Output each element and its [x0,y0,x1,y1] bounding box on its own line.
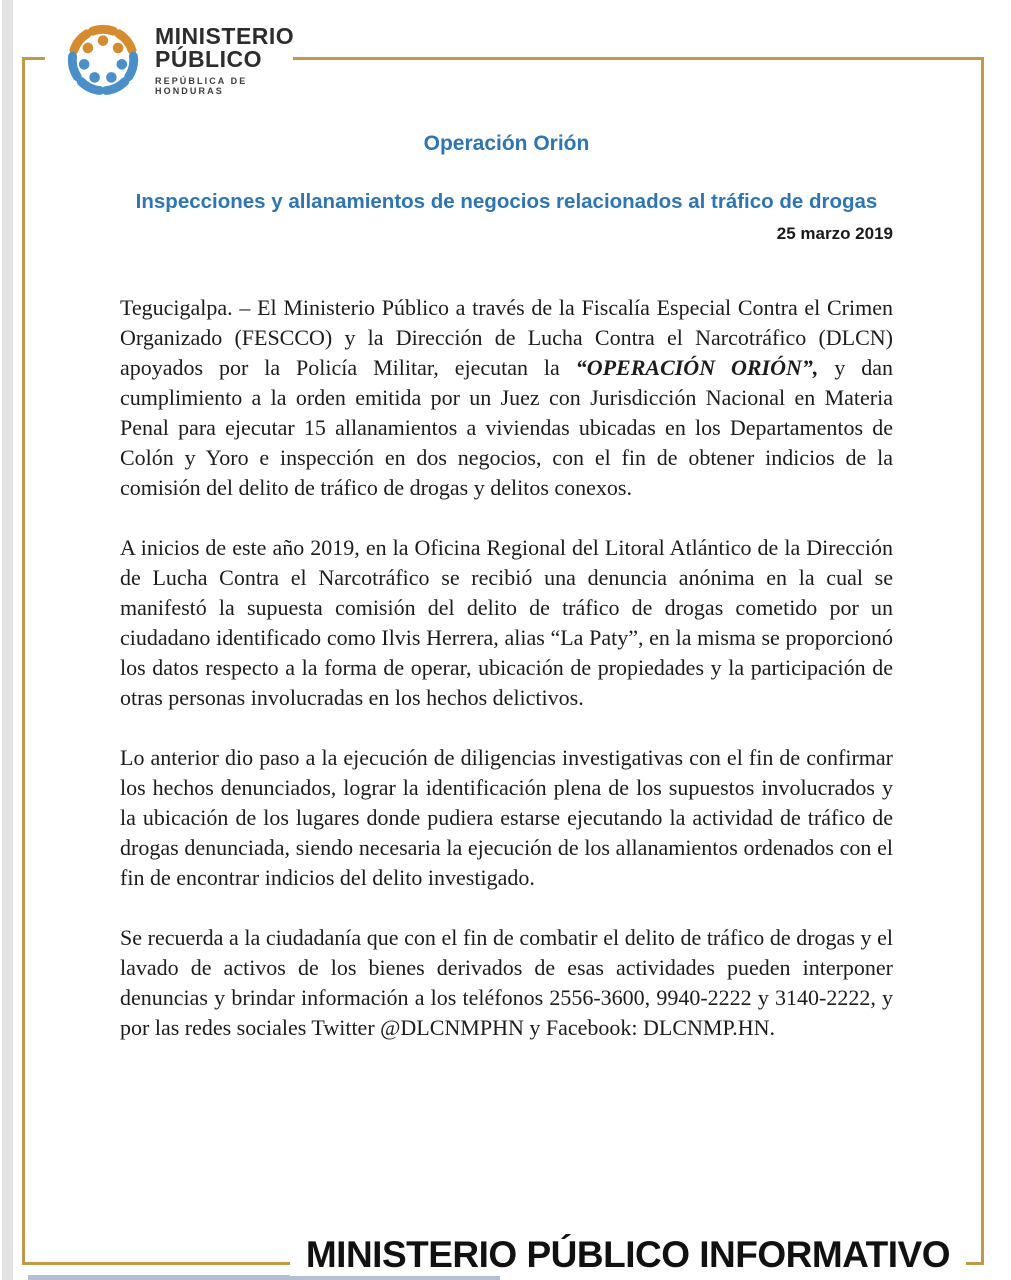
paragraph-4: Se recuerda a la ciudadanía que con el fin de combatir el delito de tráfico de drogas y el lavado de activos de los bienes derivados de esas actividades pueden interponer denuncias y brindar información a los teléfonos 2556-3600, 9940-2222 y 3140-2222, y por las redes sociales Twitter @DLCNMPHN y Facebook: DLCNMP.HN. [120,925,893,1040]
logo-wordmark [155,22,295,96]
document-subtitle: Inspecciones y allanamientos de negocios relacionados al tráfico de drogas [135,190,878,213]
document-body [120,293,893,1043]
document-title: Operación Orión [423,132,590,155]
document-content [120,0,893,1073]
paragraph-1-text-continued: y dan cumplimiento a la orden emitida por un Juez con Jurisdicción Nacional en Materia Penal para ejecutar 15 allanamientos a viviendas ubicadas en los Departamentos de Colón y Yoro e inspección en dos negocios, con el fin de obtener indicios de la comisión del delito de tráfico de drogas y delitos conexos. [120,355,894,500]
border-right-line [981,57,984,1265]
logo-people-circle-icon [61,18,145,102]
paragraph-1-operation-name: “OPERACIÓN ORIÓN”, [575,355,819,380]
footer-banner: MINISTERIO PÚBLICO INFORMATIVO [290,1234,966,1276]
paragraph-1-text: Tegucigalpa. – El Ministerio Público a través de la Fiscalía Especial Contra el Crimen Organizado (FESCCO) y la Dirección de Lucha Contra el Narcotráfico (DLCN) apoyados por la Policía Militar, ejecutan la [120,295,893,380]
page-left-edge-shadow [0,0,13,1280]
logo-wordmark-line1: MINISTERIO [155,22,295,49]
header-logo [45,8,293,112]
paragraph-2: A inicios de este año 2019, en la Oficina Regional del Litoral Atlántico de la Dirección de Lucha Contra el Narcotráfico se recibió una denuncia anónima en la cual se manifestó la supuesta comisión del delito de tráfico de drogas cometido por un ciudadano identificado como Ilvis Herrera, alias “La Paty”, en la misma se proporcionó los datos respecto a la forma de operar, ubicación de propiedades y la participación de otras personas involucradas en los hechos delictivos. [120,535,893,710]
paragraph-3: Lo anterior dio paso a la ejecución de diligencias investigativas con el fin de confirmar los hechos denunciados, lograr la identificación plena de los supuestos involucrados y la ubicación de los lugares donde pudiera estarse ejecutando la actividad de tráfico de drogas denunciada, siendo necesaria la ejecución de los allanamientos ordenados con el fin de encontrar indicios del delito investigado. [120,745,893,890]
document-date: 25 marzo 2019 [776,224,893,243]
logo-wordmark-line2: PÚBLICO [155,45,262,72]
border-left-line [22,57,25,1265]
paragraph-1 [120,293,893,503]
logo-tagline: REPÚBLICA DE HONDURAS [155,75,248,96]
